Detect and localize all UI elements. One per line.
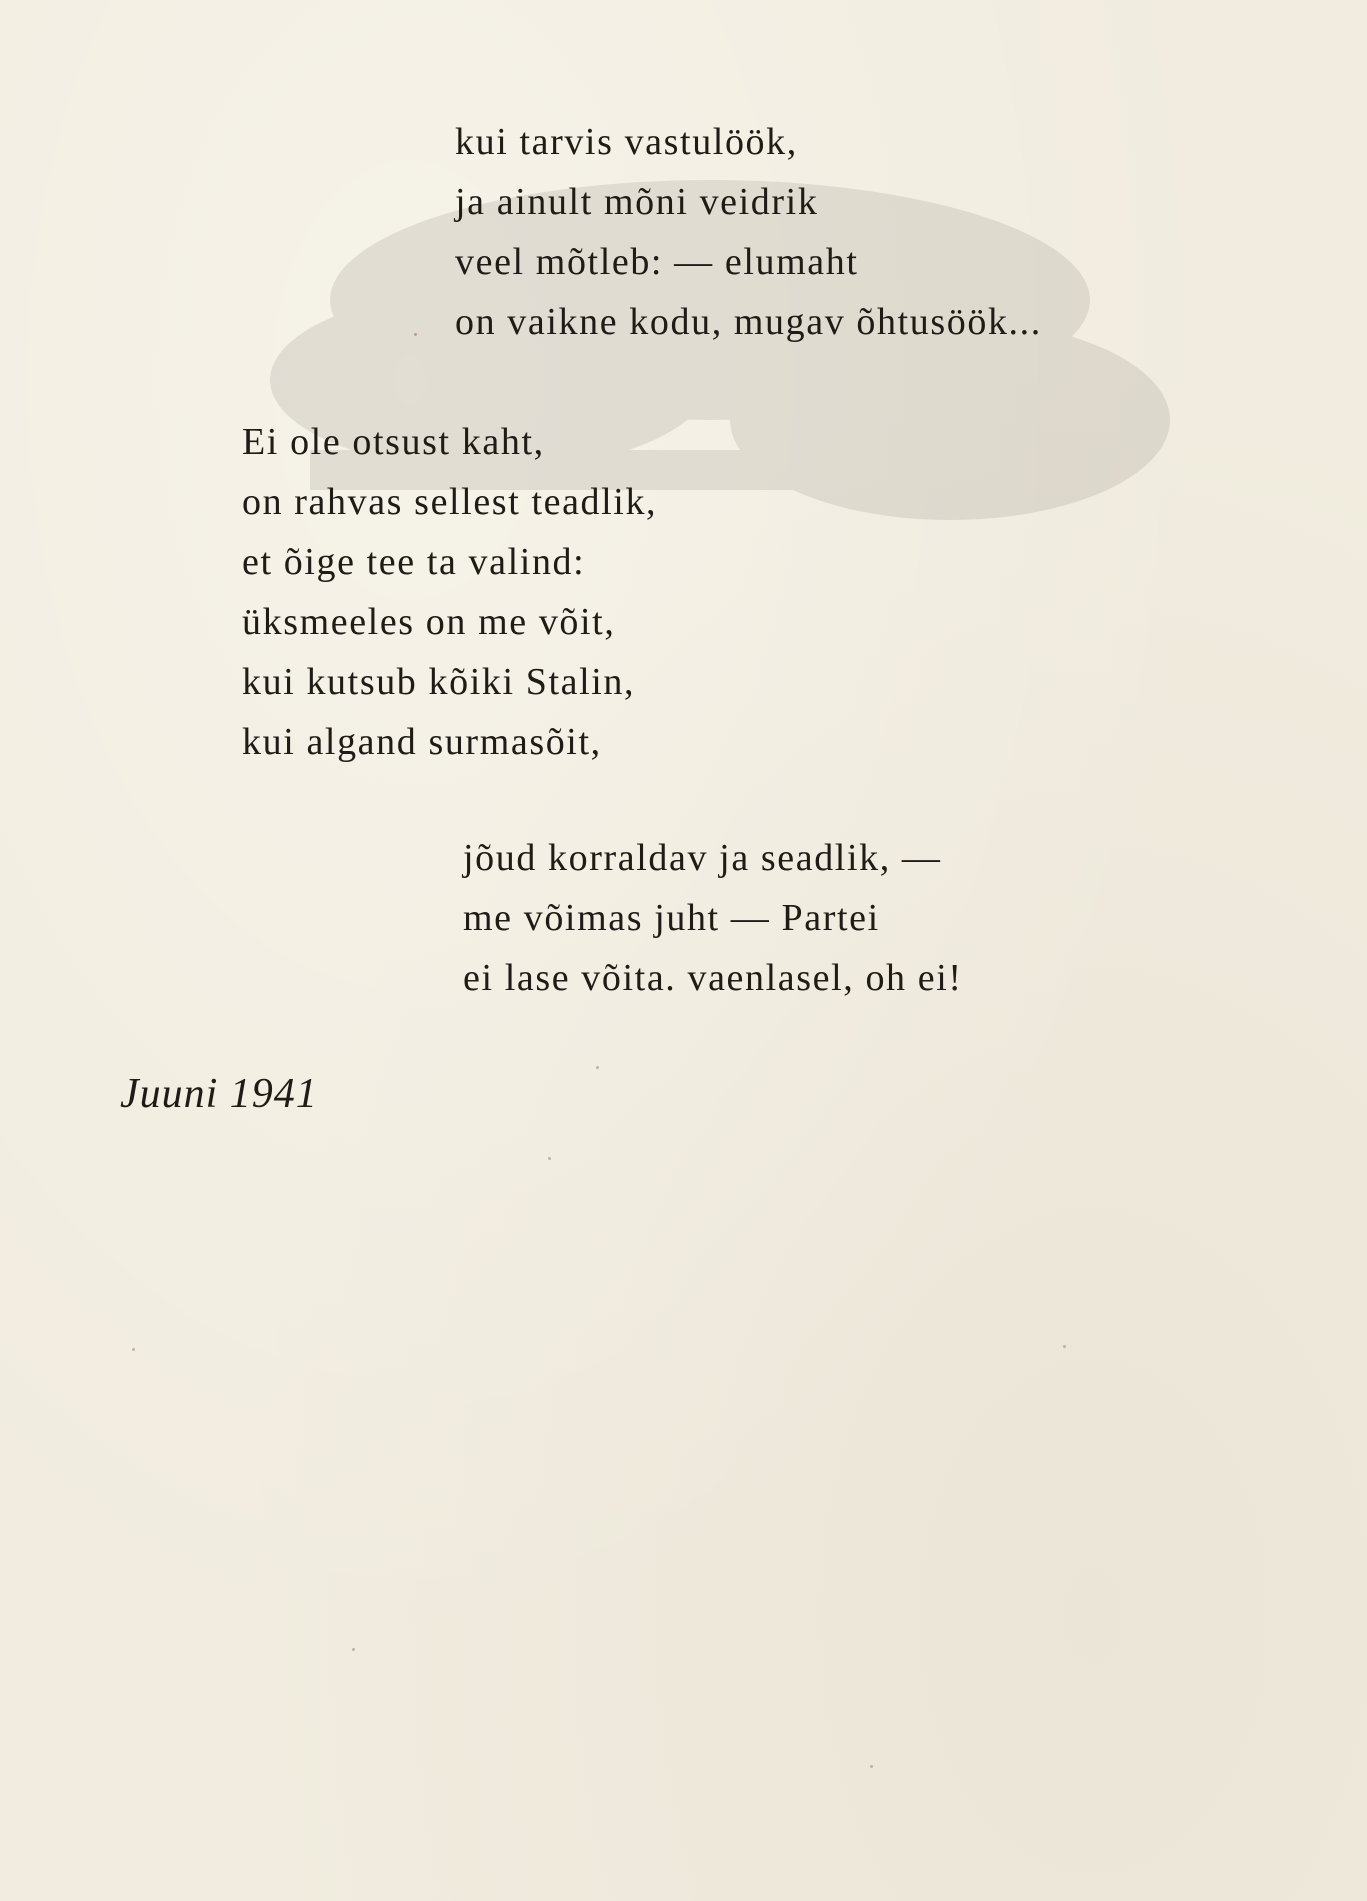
paper-speck — [548, 1157, 551, 1160]
poem-line: üksmeeles on me võit, — [242, 601, 616, 643]
poem-stanza-2 — [242, 412, 657, 772]
poem-line: Ei ole otsust kaht, — [242, 421, 545, 463]
poem-line: veel mõtleb: — elumaht — [455, 241, 859, 283]
paper-speck — [870, 1765, 873, 1768]
poem-stanza-1 — [455, 112, 1042, 352]
poem-line: et õige tee ta valind: — [242, 541, 586, 583]
poem-line: on rahvas sellest teadlik, — [242, 481, 658, 523]
paper-speck — [352, 1648, 355, 1651]
poem-stanza-3 — [463, 828, 963, 1008]
poem-line: kui tarvis vastulöök, — [455, 121, 798, 163]
poem-line: jõud korraldav ja seadlik, — — [463, 837, 942, 879]
poem-line: ei lase võita. vaenlasel, oh ei! — [463, 957, 963, 999]
poem-line: me võimas juht — Partei — [463, 897, 880, 939]
poem-line: ja ainult mõni veidrik — [455, 181, 819, 223]
poem-line: kui algand surmasõit, — [242, 721, 602, 763]
paper-speck — [596, 1066, 599, 1069]
paper-speck — [414, 333, 417, 336]
poem-line: kui kutsub kõiki Stalin, — [242, 661, 636, 703]
poem-dateline: Juuni 1941 — [120, 1071, 318, 1117]
paper-speck — [1063, 1345, 1066, 1348]
poem-line: on vaikne kodu, mugav õhtusöök... — [455, 301, 1042, 343]
paper-speck — [132, 1348, 135, 1351]
